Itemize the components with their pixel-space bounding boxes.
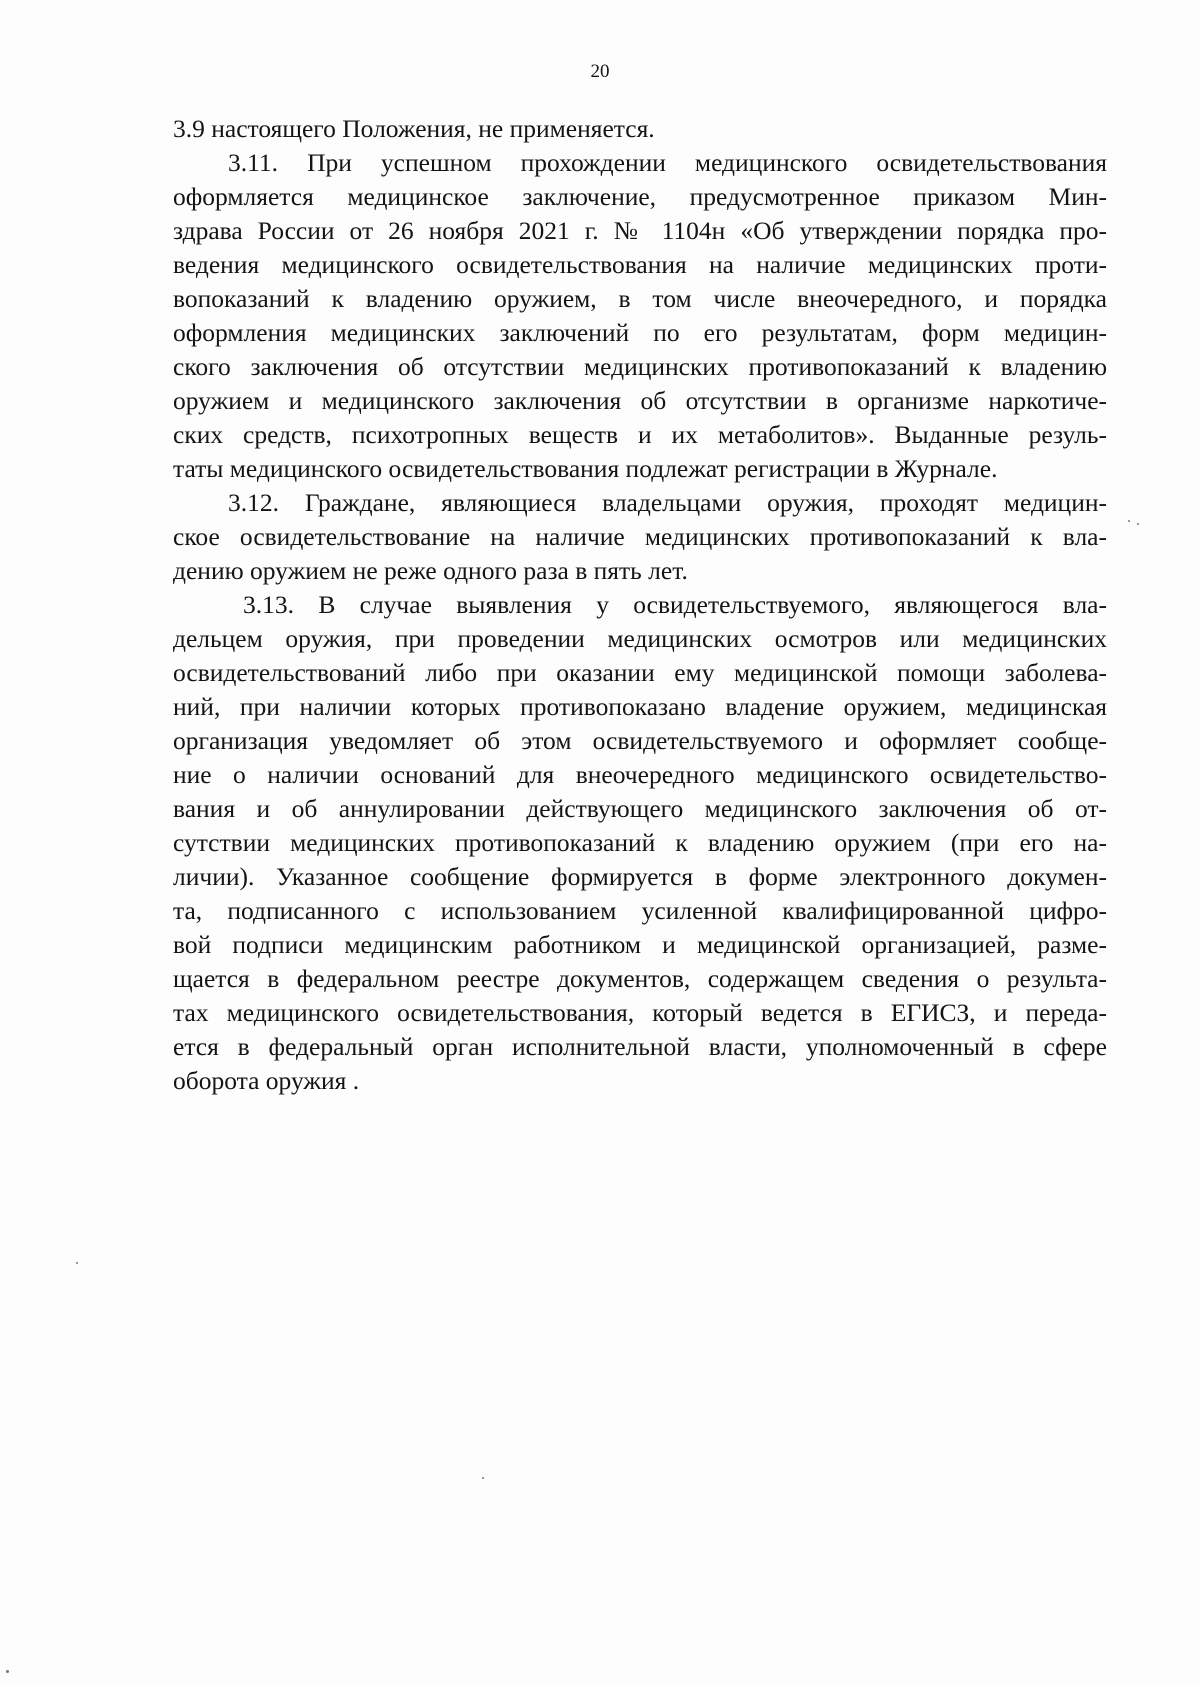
page-number: 20 (590, 61, 610, 82)
text-line: ется в федеральный орган исполнительной власти, уполномоченный в сфере (173, 1032, 1107, 1061)
text-line: оформляется медицинское заключение, предусмотренное приказом Мин- (173, 182, 1107, 211)
text-line: 3.9 настоящего Положения, не применяется. (173, 114, 655, 143)
scan-speck (1137, 523, 1139, 525)
scan-speck (6, 1670, 9, 1673)
text-line: 3.13. В случае выявления у освидетельствуемого, являющегося вла- (243, 590, 1107, 619)
text-line: личии). Указанное сообщение формируется в форме электронного докумен- (173, 862, 1107, 891)
scan-speck (76, 1262, 78, 1264)
text-line: 3.12. Граждане, являющиеся владельцами оружия, проходят медицин- (228, 488, 1107, 517)
scan-speck (1128, 520, 1130, 522)
paragraph-continuation (173, 112, 1107, 146)
text-line: дению оружием не реже одного раза в пять лет. (173, 556, 688, 585)
text-line: оружием и медицинского заключения об отсутствии в организме наркотиче- (173, 386, 1107, 415)
text-line: ний, при наличии которых противопоказано владение оружием, медицинская (173, 692, 1107, 721)
text-line: организация уведомляет об этом освидетельствуемого и оформляет сообще- (173, 726, 1107, 755)
paragraph-3-13 (173, 588, 1107, 1098)
document-body (173, 112, 1107, 1098)
text-line: здрава России от 26 ноября 2021 г. № 1104н «Об утверждении порядка про- (173, 216, 1107, 245)
text-line: сутствии медицинских противопоказаний к владению оружием (при его на- (173, 828, 1107, 857)
text-line: тах медицинского освидетельствования, который ведется в ЕГИСЗ, и переда- (173, 998, 1107, 1027)
paragraph-3-11 (173, 146, 1107, 486)
text-line: таты медицинского освидетельствования подлежат регистрации в Журнале. (173, 454, 998, 483)
text-line: ского заключения об отсутствии медицинских противопоказаний к владению (173, 352, 1107, 381)
text-line: та, подписанного с использованием усиленной квалифицированной цифро- (173, 896, 1107, 925)
text-line: щается в федеральном реестре документов, содержащем сведения о результа- (173, 964, 1107, 993)
text-line: вой подписи медицинским работником и медицинской организацией, разме- (173, 930, 1107, 959)
paragraph-3-12 (173, 486, 1107, 588)
text-line: ведения медицинского освидетельствования на наличие медицинских проти- (173, 250, 1107, 279)
text-line: оборота оружия . (173, 1066, 360, 1095)
text-line: вания и об аннулировании действующего медицинского заключения об от- (173, 794, 1107, 823)
text-line: ние о наличии оснований для внеочередного медицинского освидетельство- (173, 760, 1107, 789)
text-line: ское освидетельствование на наличие медицинских противопоказаний к вла- (173, 522, 1107, 551)
text-line: оформления медицинских заключений по его результатам, форм медицин- (173, 318, 1107, 347)
scan-speck (482, 1477, 484, 1479)
text-line: 3.11. При успешном прохождении медицинского освидетельствования (228, 148, 1107, 177)
text-line: освидетельствований либо при оказании ему медицинской помощи заболева- (173, 658, 1107, 687)
text-line: дельцем оружия, при проведении медицинских осмотров или медицинских (173, 624, 1107, 653)
text-line: вопоказаний к владению оружием, в том числе внеочередного, и порядка (173, 284, 1107, 313)
text-line: ских средств, психотропных веществ и их метаболитов». Выданные резуль- (173, 420, 1107, 449)
